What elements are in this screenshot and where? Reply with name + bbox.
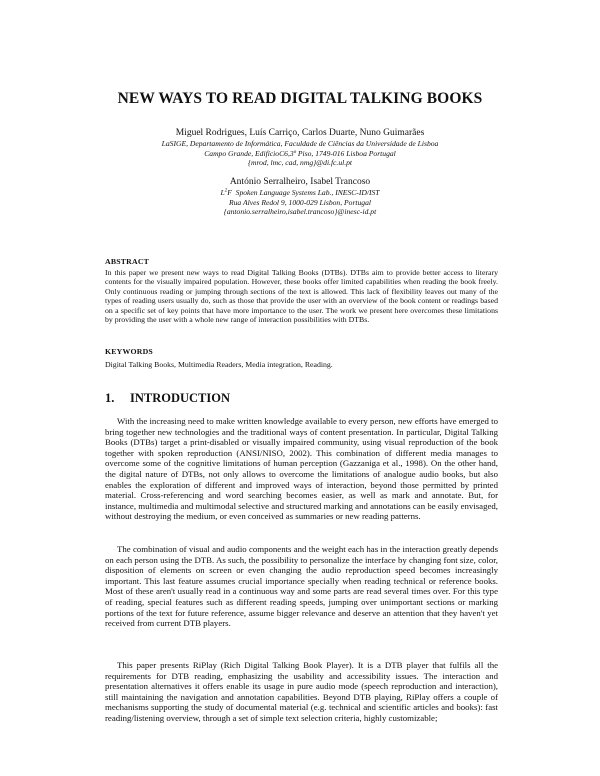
superscript: 2	[224, 188, 228, 194]
intro-paragraph-1: With the increasing need to make written knowledge available to every person, new efforts have emerged to bring together new technologies and the traditional ways of content presentation. In particular, Digital Talking Books (DTBs) target a print-disabled or visually impaired community, using visual reproduction of the book together with spoken reproduction (ANSI/NISO, 2002). This combination of different media manages to overcome some of the cognitive limitations of human perception (Gazzaniga et al., 1998). On the other hand, the digital nature of DTBs, not only allows to overcome the limitations of analogue audio books, but also enables the exploration of different and improved ways of interaction, beyond those permitted by printed material. Cross-referencing and word searching becomes easier, as well as mark and annotate. But, for instance, multimedia and multimodal selective and structured marking and annotations can be easily envisaged, without destroying the medium, or even conceived as summaries or new reading patterns.	[105, 416, 498, 522]
abstract-text: In this paper we present new ways to read Digital Talking Books (DTBs). DTBs aim to provide better access to literary contents for the visually impaired population. However, these books offer limited capabilities when reading the book freely. Only continuous reading or jumping through sections of the text is allowed. This lack of flexibility leaves out many of the types of reading users usually do, such as those that provide the user with an overview of the book content or readings based on a specific set of key points that have more importance to the user. The work we present here overcomes these limitations by providing the user with a whole new range of interaction possibilities with DTBs.	[105, 268, 498, 325]
paper-title: NEW WAYS TO READ DIGITAL TALKING BOOKS	[117, 90, 483, 107]
section-heading	[105, 391, 230, 406]
affiliation-address: Campo Grande, EdifícioC6,3º Piso, 1749-016 Lisboa Portugal	[204, 148, 396, 158]
intro-paragraph-2: The combination of visual and audio components and the weight each has in the interaction greatly depends on each person using the DTB. As such, the possibility to personalize the interface by changing font size, color, disposition of elements on screen or even changing the audio reproduction speed becomes increasingly important. This last feature assumes crucial importance specially when reading technical or reference books. Most of these aren't usually read in a continuous way and some parts are read several times over. For this type of reading, special features such as different reading speeds, jumping over unimportant sections or marking portions of the text for future reference, assume bigger relevance and deserve an attention that they haven't yet received from current DTB players.	[105, 544, 498, 629]
keywords-text: Digital Talking Books, Multimedia Readers, Media integration, Reading.	[105, 360, 333, 369]
affiliation-line: $L^2F$ Spoken Language Systems Lab., INESC-ID/IST	[220, 188, 380, 197]
author-group-1	[0, 127, 600, 168]
author-names: António Serralheiro, Isabel Trancoso	[229, 177, 371, 187]
keywords-heading: KEYWORDS	[105, 347, 153, 356]
intro-paragraph-3: This paper presents RiPlay (Rich Digital Talking Book Player). It is a DTB player that fulfils all the requirements for DTB reading, emphasizing the usability and accessibility issues. The interaction and presentation alternatives it offers enable its usage in pure audio mode (speech reproduction and interaction), still maintaining the navigation and annotation capabilities. Beyond DTB playing, RiPlay offers a couple of mechanisms supporting the study of documental material (e.g. technical and scientific articles and books): fast reading/listening overview, through a set of simple text selection criteria, highly customizable;	[105, 660, 498, 723]
author-names: Miguel Rodrigues, Luís Carriço, Carlos Duarte, Nuno Guimarães	[175, 128, 425, 138]
affiliation-address: Rua Alves Redol 9, 1000-029 Lisbon, Portugal	[228, 197, 372, 207]
affiliation-line: LaSIGE, Departamento de Informática, Faculdade de Ciências da Universidade de Lisboa	[161, 139, 439, 148]
section-title: INTRODUCTION	[130, 391, 231, 405]
author-group-2	[0, 176, 600, 217]
affiliation-email: {antonio.serralheiro,isabel.trancoso}@inesc-id.pt	[223, 207, 377, 217]
affiliation-email: {mrod, lmc, cad, nmg}@di.fc.ul.pt	[247, 158, 353, 168]
section-number: 1.	[105, 391, 115, 405]
abstract-heading: ABSTRACT	[105, 257, 150, 266]
